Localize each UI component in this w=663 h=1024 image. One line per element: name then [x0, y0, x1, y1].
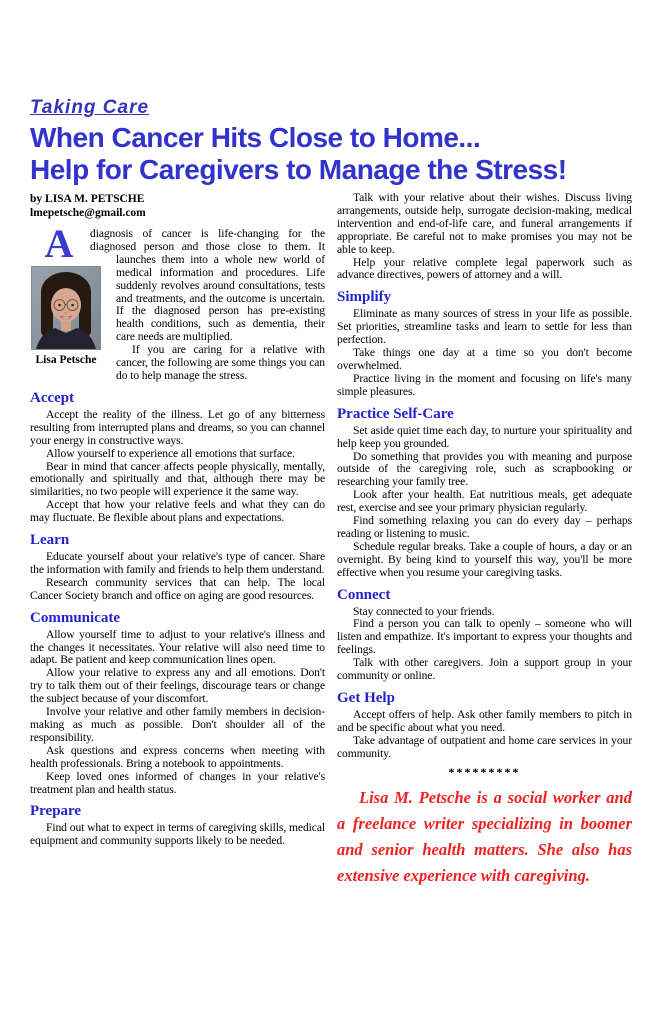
left-column	[30, 192, 325, 889]
paragraph: Look after your health. Eat nutritious meals, get adequate rest, exercise and see your primary physician regularly.	[337, 488, 632, 515]
paragraph: Do something that provides you with meaning and purpose outside of the caregiving role, such as scrapbooking or researching your family tree.	[337, 449, 632, 489]
section-heading: Learn	[30, 532, 70, 549]
paragraph: Research community services that can help. The local Cancer Society branch and office on aging are good resources.	[30, 575, 325, 602]
paragraph: Practice living in the moment and focusing on life's many simple pleasures.	[337, 371, 632, 398]
paragraph: Help your relative complete legal paperwork such as advance directives, powers of attorney and a will.	[337, 255, 632, 282]
section-accept	[30, 390, 325, 525]
byline	[30, 192, 325, 220]
section-heading: Connect	[337, 586, 391, 603]
paragraph: Eliminate as many sources of stress in your life as possible. Set priorities, streamline tasks and learn to settle for less than perfection.	[337, 307, 632, 347]
right-column	[337, 192, 632, 889]
paragraph: Take advantage of outpatient and home care services in your community.	[337, 733, 632, 760]
paragraph: Accept that how your relative feels and what they can do may fluctuate. Be flexible about plans and expectations.	[30, 498, 325, 525]
paragraph: Talk with your relative about their wishes. Discuss living arrangements, outside help, surrogate decision-making, medical intervention and end-of-life care, and funeral arrangements if appropriate. Be careful not to make promises you may not be able to keep.	[337, 191, 632, 256]
paragraph: Allow yourself time to adjust to your relative's illness and the changes it necessitates. Your relative will also need time to adapt. Be patient and keep communication lines open.	[30, 627, 325, 667]
paragraph: Educate yourself about your relative's type of cancer. Share the information with family and friends to help them understand.	[30, 550, 325, 576]
section-heading: Simplify	[337, 289, 392, 306]
paragraph: Find out what to expect in terms of caregiving skills, medical equipment and community supports likely to be needed.	[30, 821, 325, 848]
article-columns	[30, 192, 632, 889]
paragraph: Bear in mind that cancer affects people physically, mentally, emotionally and spiritually and that, although there may be similarities, no two people will experience it the same way.	[30, 459, 325, 499]
paragraph: Ask questions and express concerns when meeting with health professionals. Bring a notebook to appointments.	[30, 743, 325, 770]
paragraph: Allow yourself to experience all emotions that surface.	[46, 446, 295, 460]
paragraph: Stay connected to your friends.	[353, 604, 495, 618]
title-line-1: When Cancer Hits Close to Home...	[30, 122, 481, 153]
section-communicate	[30, 610, 325, 797]
paragraph: Accept offers of help. Ask other family members to pitch in and be specific about what you need.	[337, 708, 632, 734]
paragraph: Schedule regular breaks. Take a couple of hours, a day or an overnight. By being kind to yourself this way, you'll be more effective when you resume your caregiving tasks.	[337, 539, 632, 579]
intro-block	[30, 221, 325, 383]
kicker: Taking Care	[30, 97, 150, 118]
section-get-help	[337, 690, 632, 761]
paragraph: Take things one day at a time so you don't become overwhelmed.	[337, 346, 632, 372]
paragraph: Set aside quiet time each day, to nurture your spirituality and help keep you grounded.	[337, 423, 632, 450]
section-separator: *********	[448, 764, 521, 779]
section-heading: Get Help	[337, 690, 395, 706]
paragraph: Find a person you can talk to openly – someone who will listen and empathize. It's important to express your thoughts and feelings.	[337, 617, 632, 657]
section-heading: Accept	[30, 389, 75, 406]
intro-paragraph: If you are caring for a relative with cancer, the following are some things you can do to help manage the stress.	[116, 343, 325, 382]
section-simplify	[337, 289, 632, 398]
section-connect	[337, 587, 632, 683]
photo-caption: Lisa Petsche	[35, 354, 97, 366]
byline-author: by LISA M. PETSCHE	[30, 193, 145, 205]
page-title	[30, 122, 632, 186]
paragraph: Keep loved ones informed of changes in your relative's treatment plan and health status.	[30, 769, 325, 796]
section-prepare-continued	[337, 192, 632, 282]
byline-email: lmepetsche@gmail.com	[30, 207, 146, 219]
author-photo-block	[31, 266, 101, 367]
section-heading: Prepare	[30, 803, 82, 820]
paragraph: Talk with other caregivers. Join a support group in your community or online.	[337, 656, 632, 683]
section-learn	[30, 532, 325, 603]
author-bio: Lisa M. Petsche is a social worker and a freelance writer specializing in boomer and senior health matters. She also has extensive experience with caregiving.	[337, 787, 632, 885]
paragraph: Find something relaxing you can do every day – perhaps reading or listening to music.	[337, 514, 632, 540]
paragraph: Involve your relative and other family members in decision-making as much as possible. Don't shoulder all of the responsibility.	[30, 705, 325, 744]
section-heading: Practice Self-Care	[337, 405, 454, 422]
paragraph: Allow your relative to express any and all emotions. Don't try to talk them out of their feelings, discourage tears or change the subject because of your discomfort.	[30, 666, 325, 706]
drop-cap: A	[44, 221, 74, 266]
title-line-2: Help for Caregivers to Manage the Stress!	[30, 154, 567, 185]
intro-paragraph: diagnosis of cancer is life-changing for the diagnosed person and those close to them. It launches them into a whole new world of medical information and procedures. Life suddenly revolves around consultations, tests and treatments, and the outcome is uncertain. If the diagnosed person has pre-existing health conditions, such as dementia, their care needs are multiplied.	[90, 227, 325, 344]
section-prepare	[30, 803, 325, 848]
author-portrait-photo	[31, 266, 101, 350]
section-practice-self-care	[337, 406, 632, 580]
paragraph: Accept the reality of the illness. Let go of any bitterness resulting from interrupted plans and dreams, so you can channel your energy in constructive ways.	[30, 407, 325, 447]
section-heading: Communicate	[30, 609, 120, 626]
